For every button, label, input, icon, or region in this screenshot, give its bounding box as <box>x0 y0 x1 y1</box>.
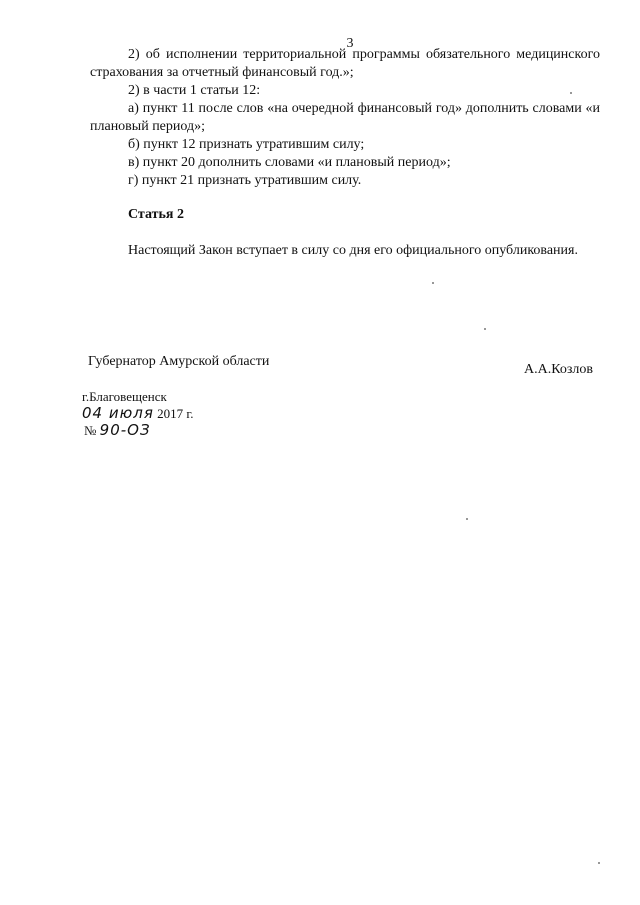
number-prefix: № <box>84 423 97 438</box>
scan-speck <box>432 282 434 284</box>
scan-speck <box>570 92 572 94</box>
paragraph-item: а) пункт 11 после слов «на очередной финансовый год» дополнить словами «и плановый период»; <box>90 101 600 134</box>
article-text: Настоящий Закон вступает в силу со дня его официального опубликования. <box>128 243 578 258</box>
handwritten-date: 04 июля <box>82 404 154 422</box>
scan-speck <box>598 862 600 864</box>
signing-date <box>82 405 193 422</box>
signatory-name: А.А.Козлов <box>524 362 593 377</box>
article-heading: Статья 2 <box>128 207 184 222</box>
handwritten-law-number: 90-ОЗ <box>99 421 151 439</box>
place-of-signing: г.Благовещенск <box>82 389 167 404</box>
paragraph-item: в) пункт 20 дополнить словами «и плановый период»; <box>128 155 451 170</box>
scan-speck <box>466 518 468 520</box>
place-date-block <box>82 389 193 439</box>
page-number: 3 <box>346 36 354 51</box>
scan-speck <box>484 328 486 330</box>
paragraph-item: б) пункт 12 признать утратившим силу; <box>128 137 365 152</box>
date-year: 2017 г. <box>157 406 194 421</box>
signatory-title: Губернатор Амурской области <box>88 354 270 369</box>
paragraph-item: г) пункт 21 признать утратившим силу. <box>128 173 362 188</box>
law-number <box>82 422 193 439</box>
paragraph-item: 2) в части 1 статьи 12: <box>128 83 261 98</box>
document-body <box>90 46 600 260</box>
paragraph-item: 2) об исполнении территориальной программы обязательного медицинского страхования за отчетный финансовый год.»; <box>90 47 600 80</box>
